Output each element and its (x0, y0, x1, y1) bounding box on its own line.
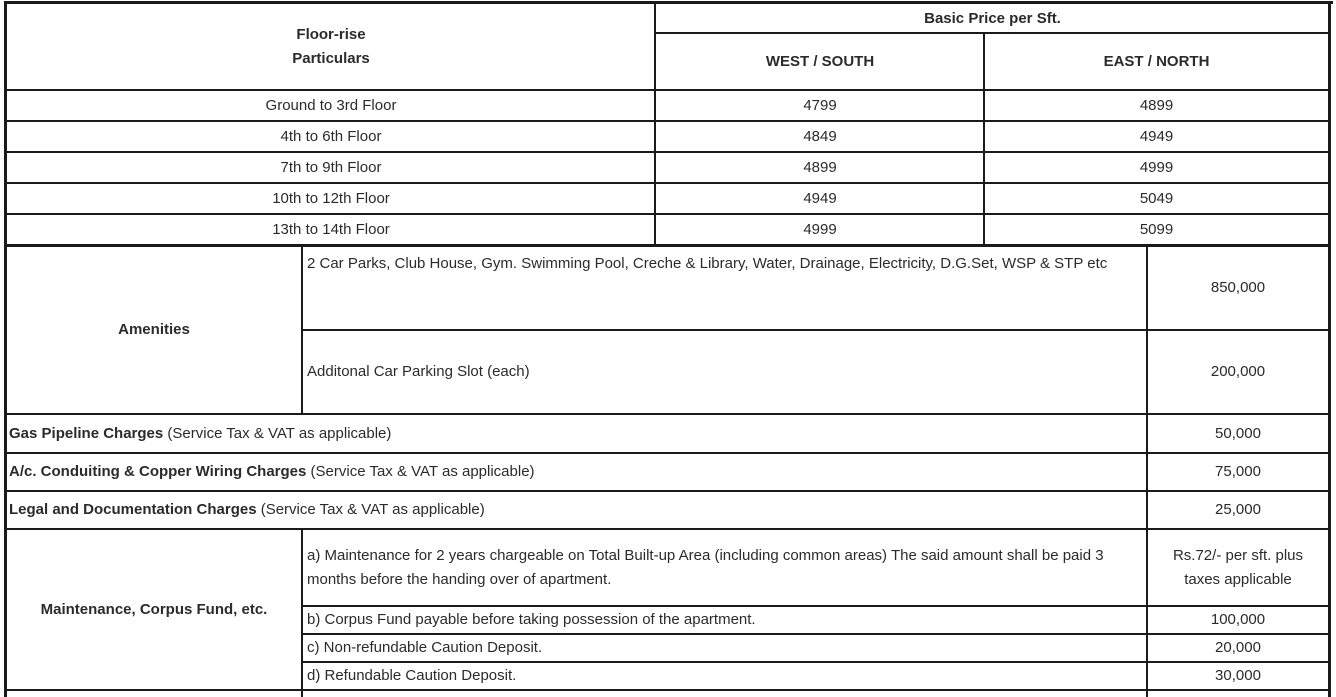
amenities-label: Amenities (118, 321, 190, 338)
non-refundable-deposit-amount: 20,000 (1215, 639, 1261, 656)
floor-label: 7th to 9th Floor (280, 158, 382, 176)
east-north-price: 5099 (1139, 220, 1174, 238)
maintenance-amount (1147, 530, 1329, 606)
charge-title: Legal and Documentation Charges (9, 501, 257, 518)
corpus-fund-description: b) Corpus Fund payable before taking possession of the apartment. (307, 611, 756, 628)
refundable-deposit-description: d) Refundable Caution Deposit. (307, 667, 517, 684)
west-south-price: 4949 (803, 189, 837, 207)
additional-parking-description: Additonal Car Parking Slot (each) (307, 363, 530, 380)
floor-label: 4th to 6th Floor (280, 127, 382, 145)
amenities-description: 2 Car Parks, Club House, Gym. Swimming Pool, Creche & Library, Water, Drainage, Electricity, D.G.Set, WSP & STP etc (307, 255, 1108, 272)
west-south-price: 4899 (803, 158, 837, 176)
maintenance-label: Maintenance, Corpus Fund, etc. (40, 601, 268, 618)
charge-description (6, 414, 1147, 453)
maintenance-amount-line1: Rs.72/- per sft. plus (1172, 547, 1304, 564)
header-particulars-line2: Particulars (292, 50, 370, 67)
header-basic-price: Basic Price per Sft. (924, 9, 1061, 27)
charge-description (6, 491, 1147, 529)
charge-note: (Service Tax & VAT as applicable) (256, 501, 485, 518)
header-west-south: WEST / SOUTH (765, 52, 875, 70)
east-north-price: 4899 (1139, 96, 1174, 114)
charge-title: A/c. Conduiting & Copper Wiring Charges (9, 463, 307, 480)
charge-amount: 75,000 (1215, 463, 1261, 480)
charge-amount: 25,000 (1215, 501, 1261, 518)
west-south-price: 4799 (803, 96, 837, 114)
maintenance-description: a) Maintenance for 2 years chargeable on Total Built-up Area (including common areas) The said amount shall be paid 3 months before the handing over of apartment. (307, 547, 1104, 588)
maintenance-amount-line2: taxes applicable (1184, 571, 1292, 588)
east-north-price: 4999 (1139, 158, 1174, 176)
header-particulars (6, 4, 656, 90)
amenities-amount: 850,000 (1210, 279, 1266, 296)
charge-note: (Service Tax & VAT as applicable) (163, 424, 392, 442)
charge-note: (Service Tax & VAT as applicable) (306, 463, 535, 480)
refundable-deposit-amount: 30,000 (1215, 667, 1261, 684)
floor-label: Ground to 3rd Floor (265, 96, 397, 114)
charge-title: Gas Pipeline Charges (9, 424, 164, 442)
west-south-price: 4849 (803, 127, 837, 145)
west-south-price: 4999 (803, 220, 837, 238)
floor-label: 13th to 14th Floor (272, 220, 390, 238)
non-refundable-deposit-description: c) Non-refundable Caution Deposit. (307, 639, 543, 656)
floor-label: 10th to 12th Floor (272, 189, 390, 207)
additional-parking-amount: 200,000 (1210, 363, 1266, 380)
east-north-price: 4949 (1139, 127, 1174, 145)
charge-amount: 50,000 (1215, 424, 1261, 442)
header-particulars-line1: Floor-rise (296, 26, 366, 43)
charge-description (6, 453, 1147, 491)
corpus-fund-amount: 100,000 (1210, 611, 1266, 628)
header-east-north: EAST / NORTH (1103, 52, 1210, 70)
east-north-price: 5049 (1139, 189, 1174, 207)
